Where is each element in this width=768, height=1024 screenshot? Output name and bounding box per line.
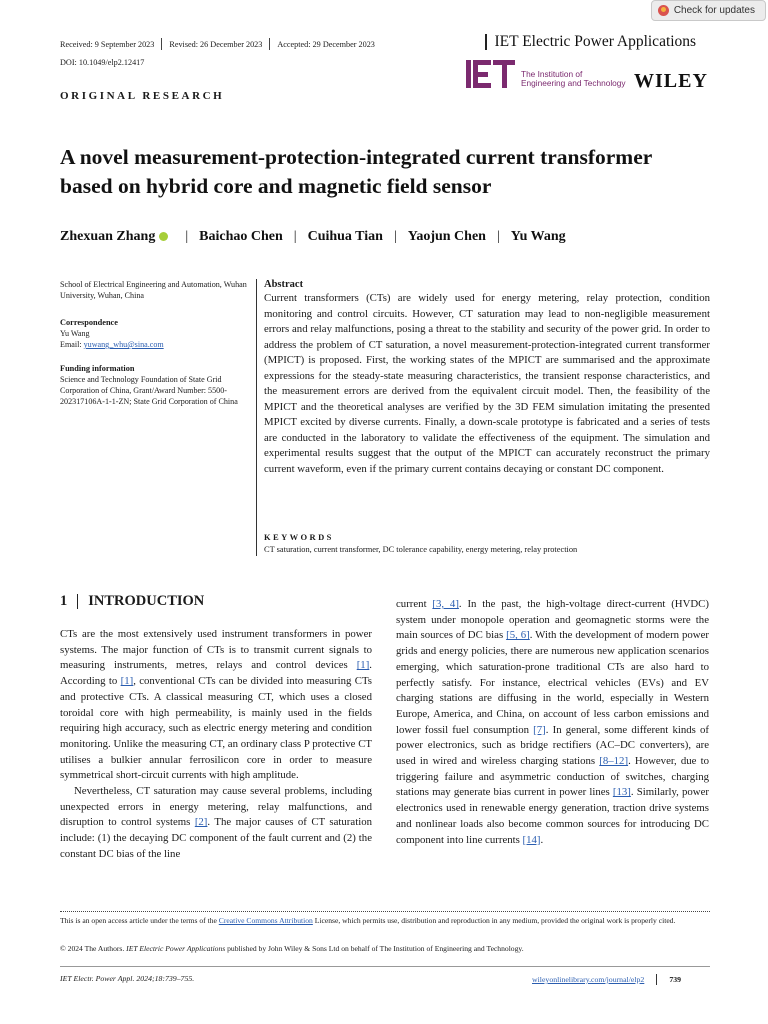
crossmark-icon xyxy=(658,5,669,16)
wiley-logo: WILEY xyxy=(634,70,708,92)
revised-date: Revised: 26 December 2023 xyxy=(169,39,263,49)
section-heading xyxy=(60,593,204,610)
divider xyxy=(77,594,78,609)
orcid-icon[interactable] xyxy=(159,232,168,241)
citation-link[interactable]: [8–12] xyxy=(599,755,629,768)
author-name[interactable]: Zhexuan Zhang xyxy=(60,229,156,244)
abstract-divider xyxy=(256,279,257,556)
citation-link[interactable]: [13] xyxy=(612,786,631,799)
citation-link[interactable]: [2] xyxy=(194,816,208,829)
article-title xyxy=(60,143,720,201)
funding-text: Science and Technology Foundation of State Grid Corporation of China, Grant/Award Number: 5500-202317106A-1-1-ZN; State Grid Corporation of China xyxy=(60,375,238,406)
email-label: Email: xyxy=(60,340,84,349)
footer-right xyxy=(532,974,681,985)
author-name[interactable]: Yu Wang xyxy=(510,229,566,244)
affiliation: School of Electrical Engineering and Automation, Wuhan University, Wuhan, China xyxy=(60,280,247,300)
article-dates xyxy=(60,38,375,50)
check-for-updates-button[interactable] xyxy=(651,0,766,21)
abstract xyxy=(264,279,710,477)
article-type: ORIGINAL RESEARCH xyxy=(60,90,225,102)
body-column-left xyxy=(60,627,372,863)
author-name[interactable]: Yaojun Chen xyxy=(407,229,486,244)
author-name[interactable]: Cuihua Tian xyxy=(307,229,383,244)
author-info-column xyxy=(60,279,250,418)
paragraph: CTs are the most extensively used instrument transformers in power systems. The major function of CTs is to transmit current signals to measuring instruments, metres, relays and control devices [1]. According to [1], conventional CTs can be divided into measuring CTs and protective CTs. A classical measuring CT, which uses a closed toroidal core with high permeability, is mainly used in the fields requiring high accuracy, such as electric energy metering and condition monitoring. Unlike the measuring CT, an ordinary class P protective CT utilises a bulkier annular ferrosilicon core in order to measure symmetrical short-circuit currents with high amplitude. xyxy=(60,628,372,782)
divider xyxy=(269,38,270,50)
cc-license-link[interactable]: Creative Commons Attribution xyxy=(218,916,313,925)
citation-link[interactable]: [5, 6] xyxy=(506,629,530,642)
iet-text-line2: Engineering and Technology xyxy=(521,78,626,88)
correspondence-heading: Correspondence xyxy=(60,318,118,327)
paragraph: current [3, 4]. In the past, the high-voltage direct-current (HVDC) system under monopole operation and geomagnetic storms were the main sources of DC bias [5, 6]. With the development of modern power grids and energy policies, there are numerous new application scenarios emerging, which saturation-prone traditional CTs are also hard to perfectly satisfy. For instance, electrical vehicles (EVs) and EV charging stations are diffusing in the world, especially in Western Europe, America, and China, on account of less carbon emissions and lower fossil fuel consumption [7]. In general, some different kinds of power electronics, such as bridge rectifiers (AC–DC converters), are used in wired and wireless charging stations [8–12]. However, due to triggering failure and asymmetric conduction of switches, charging stations may generate bias current in power lines [13]. Similarly, power electronics used in renewable energy generation, traction drive systems and nonlinear loads also become common sources for introducing DC component into line currents [14]. xyxy=(396,598,709,846)
accepted-date: Accepted: 29 December 2023 xyxy=(277,39,375,49)
iet-text-line1: The Institution of xyxy=(521,69,583,79)
footnote-divider xyxy=(60,911,710,912)
keywords-heading: KEYWORDS xyxy=(264,532,334,542)
page-number: 739 xyxy=(669,975,682,984)
author-name[interactable]: Baichao Chen xyxy=(199,229,283,244)
correspondence-email-line xyxy=(60,339,250,350)
paragraph: Nevertheless, CT saturation may cause several problems, including unexpected errors in energy metering, relay malfunctions, and disruption to control systems [2]. The major causes of CT saturation include: (1) the decaying DC component of the fault current and (2) the constant DC bias of the line xyxy=(60,785,372,860)
divider: | xyxy=(293,229,297,244)
received-date: Received: 9 September 2023 xyxy=(60,39,155,49)
iet-logo-icon xyxy=(466,60,515,88)
title-line-2: based on hybrid core and magnetic field sensor xyxy=(60,174,492,198)
divider xyxy=(485,34,487,50)
section-number: 1 xyxy=(60,593,68,609)
license-note: This is an open access article under the terms of the Creative Commons Attribution License, which permits use, distribution and reproduction in any medium, provided the original work is properly cited. xyxy=(60,916,676,925)
divider xyxy=(656,974,657,985)
citation-link[interactable]: [3, 4] xyxy=(432,598,459,610)
body-column-right xyxy=(396,597,709,848)
email-link[interactable]: yuwang_whu@sina.com xyxy=(83,340,164,349)
footer-divider xyxy=(60,966,710,967)
abstract-text: Current transformers (CTs) are widely used for energy metering, relay protection, condition monitoring and control circuits. However, CT saturation may lead to non-negligible measurement errors and relay malfunctions, posing a threat to the stability and security of the power grid. In order to address the problem of CT saturation, a novel measurement-protection-integrated current transformer (MPICT) is proposed. First, the working states of the MPICT are summarised and the approximate expressions for the steady-state measuring characteristics, the transient response characteristics, and the measurement errors are derived from the equivalent circuit model. Then, the feasibility of the MPICT and the theoretical analyses are verified by the 3D FEM simulation imitating the presented MPICT excited by diverse currents. Finally, a down-scale prototype is fabricated and a series of tests are conducted in the laboratory to validate the effectiveness of the equipment. The simulation and experimental results suggest that the output of the MPICT can accurately reconstruct the primary current waveform, even if the primary current contains decaying or constant DC component. xyxy=(264,292,710,475)
correspondence-name: Yu Wang xyxy=(60,329,90,338)
citation-link[interactable]: [7] xyxy=(533,723,546,736)
citation-link[interactable]: [14] xyxy=(522,833,541,846)
doi[interactable]: DOI: 10.1049/elp2.12417 xyxy=(60,58,145,67)
journal-name xyxy=(485,33,696,51)
funding-heading: Funding information xyxy=(60,364,135,373)
abstract-heading: Abstract xyxy=(264,279,304,290)
author-list xyxy=(60,229,566,245)
journal-url-link[interactable]: wileyonlinelibrary.com/journal/elp2 xyxy=(532,975,645,984)
keywords-list: CT saturation, current transformer, DC tolerance capability, energy metering, relay protection xyxy=(264,545,578,554)
copyright-note: © 2024 The Authors. IET Electric Power Applications published by John Wiley & Sons Ltd on behalf of The Institution of Engineering and Technology. xyxy=(60,944,524,953)
citation-link[interactable]: [1] xyxy=(120,675,134,688)
divider: | xyxy=(393,229,397,244)
title-line-1: A novel measurement-protection-integrated current transformer xyxy=(60,145,653,169)
citation-link[interactable]: [1] xyxy=(356,659,370,672)
divider xyxy=(161,38,162,50)
divider: | xyxy=(496,229,500,244)
section-title: INTRODUCTION xyxy=(88,593,205,609)
divider: | xyxy=(185,229,189,244)
iet-logo xyxy=(466,60,626,88)
journal-title: IET Electric Power Applications xyxy=(494,33,697,50)
check-for-updates-label: Check for updates xyxy=(673,5,755,16)
journal-citation: IET Electr. Power Appl. 2024;18:739–755. xyxy=(60,974,195,983)
